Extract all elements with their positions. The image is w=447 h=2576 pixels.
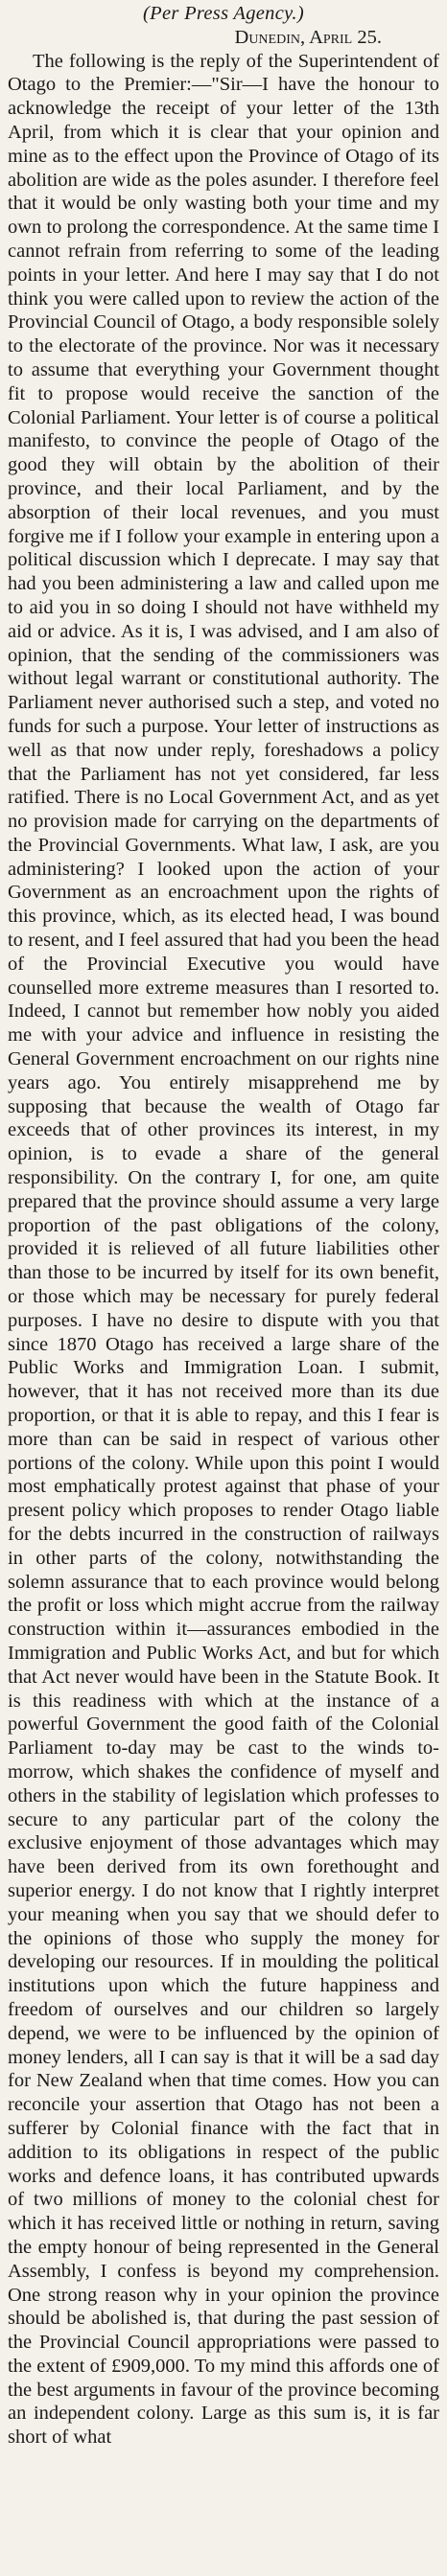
newspaper-column: [8, 2, 439, 2574]
dateline: Dunedin, April 25.: [234, 26, 382, 48]
article-body: The following is the reply of the Superintendent of Otago to the Premier:—"Sir—I have the honour to acknowledge the receipt of your letter of the 13th April, from which it is clear that your opinion and mine as to the effect upon the Province of Otago of its abolition are wide as the poles asunder. I therefore feel that it would be only wasting both your time and my own to prolong the correspondence. At the same time I cannot refrain from referring to some of the leading points in your letter. And here I may say that I do not think you were called upon to review the action of the Provincial Council of Otago, a body responsible solely to the electorate of the province. Nor was it necessary to assume that everything your Government thought fit to propose would receive the sanction of the Colonial Parliament. Your letter is of course a political manifesto, to convince the people of Otago of the good they will obtain by the abolition of their province, and their local Parliament, and by the absorption of their local revenues, and you must forgive me if I follow your example in entering upon a political discussion which I deprecate. I may say that had you been administering a law and called upon me to aid you in so doing I should not have withheld my aid or advice. As it is, I was advised, and I am also of opinion, that the sending of the commissioners was without legal warrant or constitutional authority. The Parliament never authorised such a step, and voted no funds for such a purpose. Your letter of instructions as well as that now under reply, foreshadows a policy that the Parliament has not yet considered, far less ratified. There is no Local Government Act, and as yet no provision made for carrying on the departments of the Provincial Governments. What law, I ask, are you administering? I looked upon the action of your Government as an encroachment upon the rights of this province, which, as its elected head, I was bound to resent, and I feel assured that had you been the head of the Provincial Executive you would have counselled more extreme measures than I resorted to. Indeed, I cannot but remember how nobly you aided me with your advice and influence in resisting the General Government encroachment on our rights nine years ago. You entirely misapprehend me by supposing that because the wealth of Otago far exceeds that of other provinces its interest, in my opinion, is to evade a share of the general responsibility. On the contrary I, for one, am quite prepared that the province should assume a very large proportion of the past obligations of the colony, provided it is relieved of all future liabilities other than those to be incurred by itself for its own benefit, or those which may be necessary for purely federal purposes. I have no desire to dispute with you that since 1870 Otago has received a large share of the Public Works and Immigration Loan. I submit, however, that it has not received more than its due proportion, or that it is able to repay, and this I fear is more than can be said in respect of various other portions of the colony. While upon this point I would most emphatically protest against that phase of your present policy which proposes to render Otago liable for the debts incurred in the construction of railways in other parts of the colony, notwithstanding the solemn assurance that to each province would belong the profit or loss which might accrue from the railway construction within it—assurances embodied in the Immigration and Public Works Act, and but for which that Act never would have been in the Statute Book. It is this readiness with which at the instance of a powerful Government the good faith of the Colonial Parliament to-day may be cast to the winds to-morrow, which shakes the confidence of myself and others in the stability of legislation which professes to secure to any particular part of the colony the exclusive enjoyment of those advantages which may have been derived from its own forethought and superior energy. I do not know that I rightly interpret your meaning when you say that we should defer to the opinions of those who supply the money for developing our resources. If in moulding the political institutions upon which the future happiness and freedom of ourselves and our children so largely depend, we were to be influenced by the opinion of money lenders, all I can say is that it will be a sad day for New Zealand when that time comes. How you can reconcile your assertion that Otago has not been a sufferer by Colonial finance with the fact that in addition to its obligations in respect of the public works and defence loans, it has contributed upwards of two millions of money to the colonial chest for which it has received little or nothing in return, saving the empty honour of being represented in the General Assembly, I confess is beyond my comprehension. One strong reason why in your opinion the province should be abolished is, that during the past session of the Provincial Council appropriations were passed to the extent of £909,000. To my mind this affords one of the best arguments in favour of the province becoming an independent colony. Large as this sum is, it is far short of what: [8, 50, 439, 2449]
press-agency-credit: (Per Press Agency.): [143, 3, 304, 24]
